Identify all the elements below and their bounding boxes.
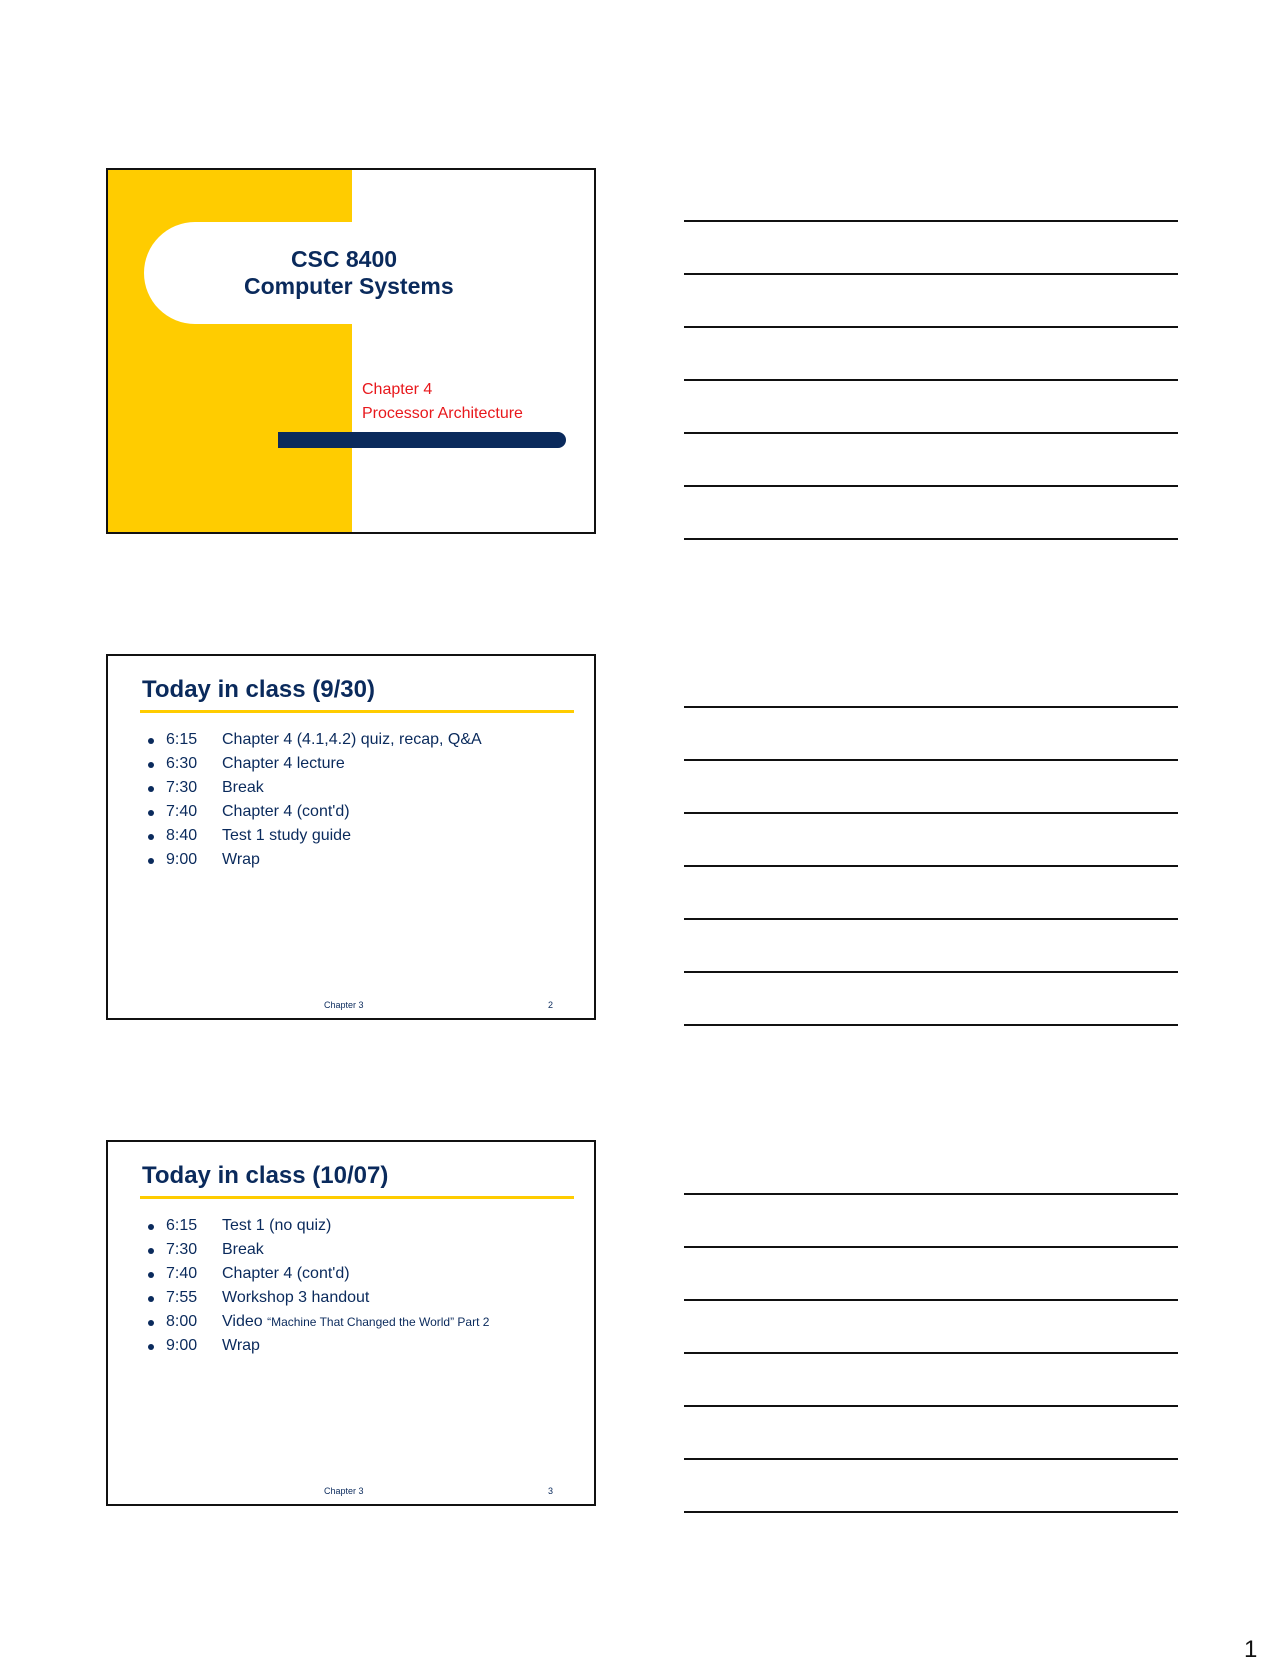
agenda-time: 9:00	[166, 1337, 198, 1354]
agenda-time: 7:30	[166, 779, 198, 796]
course-code: CSC 8400	[290, 246, 398, 272]
agenda-time: 7:55	[166, 1289, 198, 1306]
agenda-desc: Test 1 (no quiz)	[222, 1217, 332, 1234]
note-line	[684, 1246, 1178, 1248]
agenda-time: 8:40	[166, 827, 198, 844]
agenda-time: 8:00	[166, 1313, 198, 1330]
bullet-icon	[148, 786, 154, 792]
note-line	[684, 1458, 1178, 1460]
agenda-desc: Chapter 4 (cont'd)	[222, 1265, 350, 1282]
note-line	[684, 971, 1178, 973]
agenda-desc-video-title: “Machine That Changed the World” Part 2	[267, 1315, 490, 1329]
agenda-desc: Wrap	[222, 1337, 260, 1354]
agenda-desc	[222, 1310, 489, 1334]
note-line	[684, 220, 1178, 222]
agenda-time: 6:15	[166, 1217, 198, 1234]
bullet-icon	[148, 1272, 154, 1278]
agenda-time: 6:30	[166, 755, 198, 772]
chapter-topic: Processor Architecture	[362, 405, 523, 422]
note-line	[684, 485, 1178, 487]
agenda-time: 9:00	[166, 851, 198, 868]
agenda-desc: Chapter 4 lecture	[222, 755, 345, 772]
note-line	[684, 706, 1178, 708]
note-line	[684, 1024, 1178, 1026]
agenda-slide-9-30	[106, 654, 596, 1020]
note-line	[684, 918, 1178, 920]
agenda-time: 7:40	[166, 1265, 198, 1282]
slide-number: 2	[548, 1000, 554, 1010]
note-line	[684, 1299, 1178, 1301]
bullet-icon	[148, 1344, 154, 1350]
note-line	[684, 759, 1178, 761]
note-line	[684, 1511, 1178, 1513]
agenda-desc: Workshop 3 handout	[222, 1289, 370, 1306]
bullet-icon	[148, 1296, 154, 1302]
agenda-slide-10-07	[106, 1140, 596, 1506]
title-underline	[140, 1196, 574, 1199]
slide-title: Today in class (10/07)	[142, 1162, 389, 1189]
chapter-label: Chapter 4	[362, 381, 433, 398]
note-line	[684, 1352, 1178, 1354]
navy-accent-bar	[278, 432, 566, 448]
note-line	[684, 812, 1178, 814]
agenda-desc: Break	[222, 779, 264, 796]
agenda-desc-main: Video	[222, 1313, 263, 1330]
note-line	[684, 865, 1178, 867]
page-number: 1	[1244, 1636, 1258, 1663]
agenda-time: 7:40	[166, 803, 198, 820]
slide-footer-label: Chapter 3	[324, 1000, 364, 1010]
slide-title: Today in class (9/30)	[142, 676, 375, 703]
note-line	[684, 1405, 1178, 1407]
course-name: Computer Systems	[244, 273, 454, 299]
bullet-icon	[148, 858, 154, 864]
agenda-desc: Chapter 4 (cont'd)	[222, 803, 350, 820]
bullet-icon	[148, 810, 154, 816]
note-line	[684, 273, 1178, 275]
note-line	[684, 379, 1178, 381]
agenda-desc: Wrap	[222, 851, 260, 868]
agenda-desc: Test 1 study guide	[222, 827, 351, 844]
title-underline	[140, 710, 574, 713]
bullet-icon	[148, 738, 154, 744]
bullet-icon	[148, 834, 154, 840]
bullet-icon	[148, 1248, 154, 1254]
title-slide	[106, 168, 596, 534]
agenda-time: 6:15	[166, 731, 198, 748]
note-lines-area	[684, 0, 1178, 1680]
note-line	[684, 538, 1178, 540]
agenda-time: 7:30	[166, 1241, 198, 1258]
note-line	[684, 1193, 1178, 1195]
bullet-icon	[148, 762, 154, 768]
agenda-desc: Break	[222, 1241, 264, 1258]
note-line	[684, 326, 1178, 328]
bullet-icon	[148, 1320, 154, 1326]
bullet-icon	[148, 1224, 154, 1230]
agenda-desc: Chapter 4 (4.1,4.2) quiz, recap, Q&A	[222, 731, 482, 748]
slide-footer-label: Chapter 3	[324, 1486, 364, 1496]
slide-number: 3	[548, 1486, 554, 1496]
presentation-title	[244, 246, 454, 300]
presentation-subtitle	[362, 378, 523, 426]
note-line	[684, 432, 1178, 434]
